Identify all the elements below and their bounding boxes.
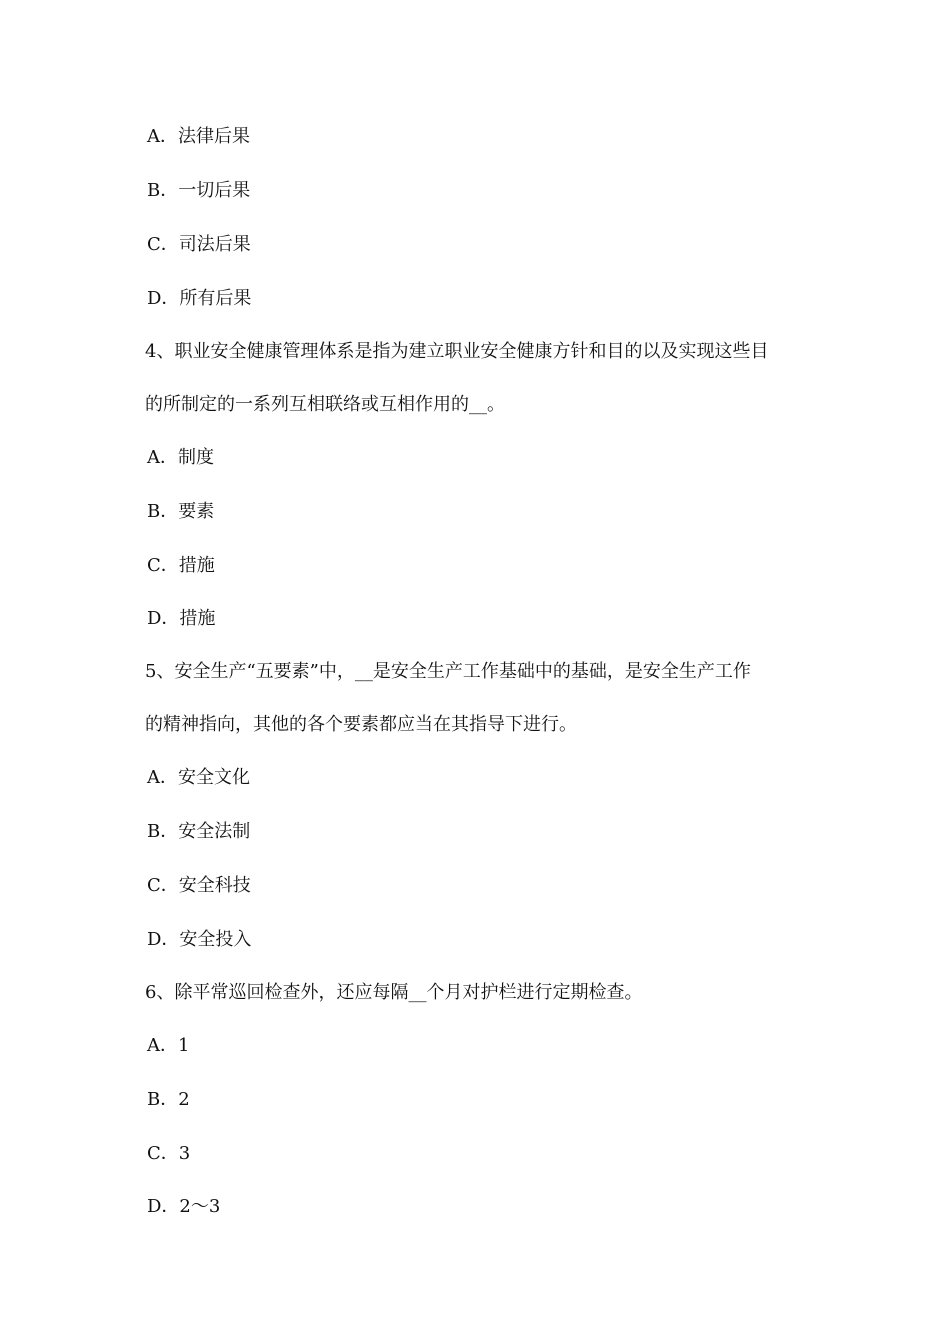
q5-stem-line1: 5、安全生产“五要素”中，__是安全生产工作基础中的基础，是安全生产工作 (145, 661, 751, 682)
q5-option-a: A．安全文化 (147, 767, 250, 788)
q3-option-b: B．一切后果 (147, 180, 251, 201)
q4-option-d: D．措施 (147, 608, 216, 629)
q6-option-b: B．2 (147, 1089, 190, 1110)
q4-option-a: A．制度 (147, 447, 214, 468)
q6-option-d: D．2～3 (147, 1196, 221, 1217)
q6-option-a: A．1 (147, 1035, 190, 1056)
q4-stem-line2: 的所制定的一系列互相联络或互相作用的__。 (145, 394, 505, 415)
q5-option-c: C．安全科技 (147, 875, 251, 896)
q6-stem-line1: 6、除平常巡回检查外，还应每隔__个月对护栏进行定期检查。 (145, 982, 643, 1003)
q3-option-c: C．司法后果 (147, 234, 251, 255)
q4-option-c: C．措施 (147, 555, 215, 576)
q3-option-a: A．法律后果 (147, 126, 250, 147)
q6-option-c: C．3 (147, 1143, 191, 1164)
q5-option-b: B．安全法制 (147, 821, 251, 842)
q4-option-b: B．要素 (147, 501, 215, 522)
q4-stem-line1: 4、职业安全健康管理体系是指为建立职业安全健康方针和目的以及实现这些目 (145, 341, 769, 362)
q5-stem-line2: 的精神指向，其他的各个要素都应当在其指导下进行。 (145, 714, 577, 735)
q3-option-d: D．所有后果 (147, 288, 252, 309)
q5-option-d: D．安全投入 (147, 929, 252, 950)
